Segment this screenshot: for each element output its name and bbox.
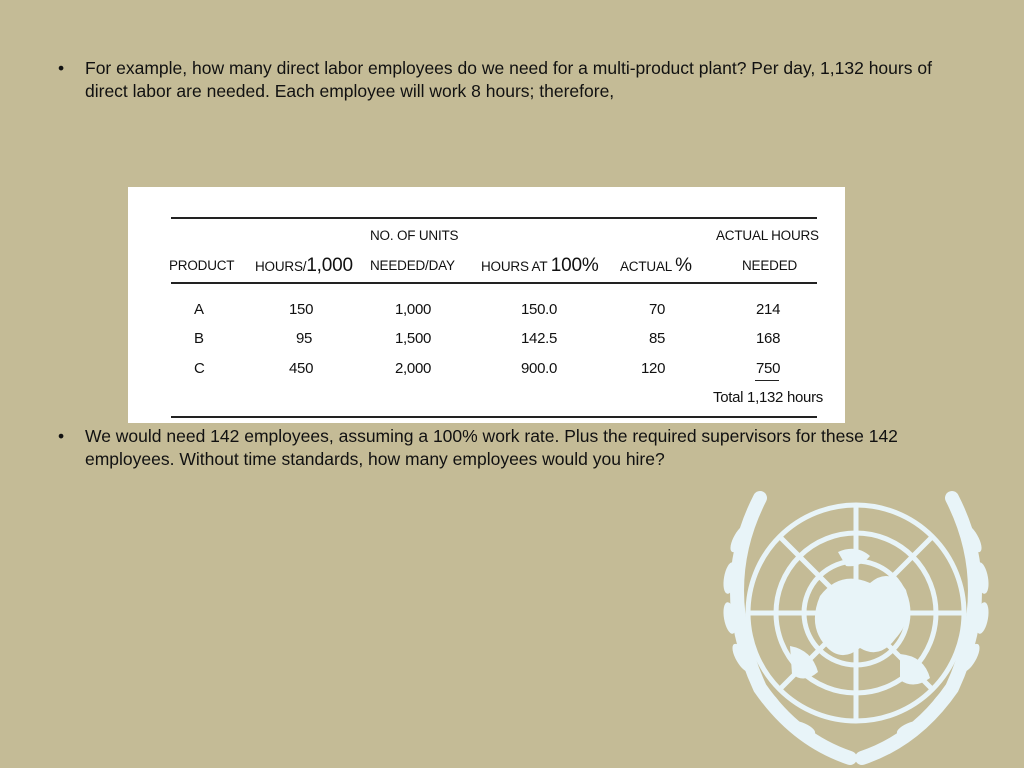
cell-actual-hours: 214 [756,301,781,318]
un-emblem-icon [700,478,1012,768]
header-units-line2: NEEDED/DAY [370,258,455,273]
header-actual-hours-line2: NEEDED [742,258,798,273]
table-bottom-rule [171,416,817,418]
cell-actual-pct: 85 [649,330,666,347]
cell-at100: 900.0 [521,360,558,377]
header-actual-pct: ACTUAL % [620,255,692,276]
cell-product: B [194,330,204,347]
table-total: Total 1,132 hours [713,389,823,406]
table-header-rule [171,282,817,284]
bullet-dot: • [58,58,65,78]
cell-hours: 150 [289,301,314,318]
cell-actual-hours: 168 [756,330,781,347]
cell-units: 1,500 [395,330,432,347]
cell-actual-hours: 750 [756,360,781,377]
cell-actual-pct: 70 [649,301,666,318]
cell-at100: 150.0 [521,301,558,318]
total-underline [755,380,779,381]
table-top-rule [171,217,817,219]
header-hours-at-100: HOURS AT 100% [481,255,599,276]
cell-units: 1,000 [395,301,432,318]
bullet-text: We would need 142 employees, assuming a 100% work rate. Plus the required supervisors for these 142 employees. Without time standards, how many employees would you hire? [85,426,898,469]
cell-at100: 142.5 [521,330,558,347]
cell-hours: 450 [289,360,314,377]
cell-product: A [194,301,204,318]
cell-product: C [194,360,205,377]
bullet-2 [58,425,938,471]
cell-hours: 95 [296,330,313,347]
header-hours-per-1000: HOURS/1,000 [255,255,353,276]
bullet-dot: • [58,426,65,446]
header-units-line1: NO. OF UNITS [370,228,459,243]
cell-actual-pct: 120 [641,360,666,377]
header-actual-hours-line1: ACTUAL HOURS [716,228,819,243]
bullet-text: For example, how many direct labor employees do we need for a multi-product plant? Per day, 1,132 hours of direct labor are needed. Each employee will work 8 hours; therefore, [85,58,932,101]
cell-units: 2,000 [395,360,432,377]
labor-table [128,187,845,423]
header-product: PRODUCT [169,258,235,273]
bullet-1 [58,57,938,103]
